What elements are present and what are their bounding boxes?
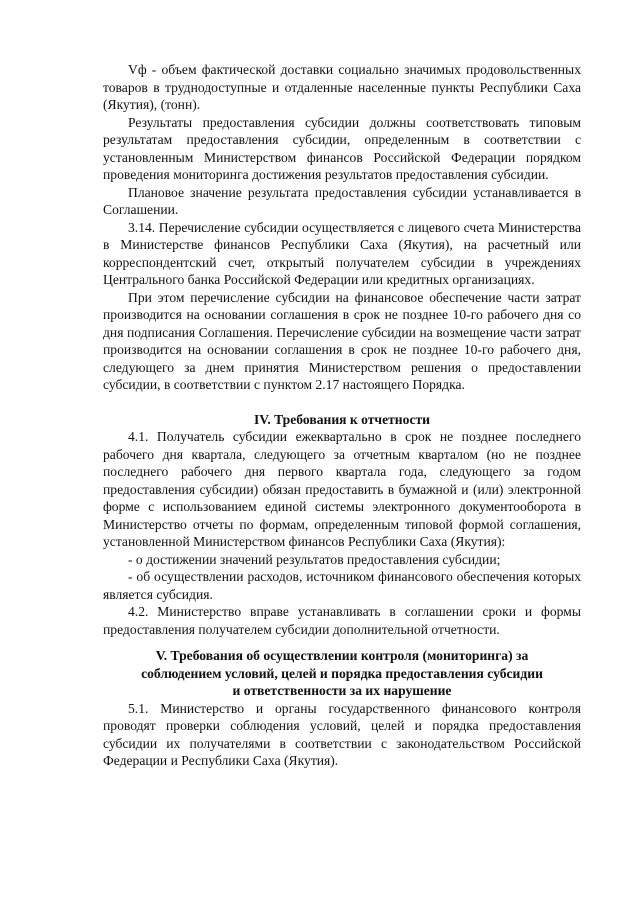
paragraph-planned-value: Плановое значение результата предоставления субсидии устанавливается в Соглашении. xyxy=(103,184,581,217)
paragraph-3-14: 3.14. Перечисление субсидии осуществляется с лицевого счета Министерства в Министерстве финансов Республики Саха (Якутия), на расчетный или корреспондентский счет, открытый получателем субсидии в учреждениях Центрального банка Российской Федерации или кредитных организациях. xyxy=(103,219,581,287)
section-4-heading: IV. Требования к отчетности xyxy=(253,411,430,427)
section-5-heading-line-2: соблюдением условий, целей и порядка предоставления субсидии xyxy=(141,665,543,681)
paragraph-results-requirement: Результаты предоставления субсидии должны соответствовать типовым результатам предоставления субсидии, определенным в соответствии с установленным Министерством финансов Российской Федерации порядком проведения мониторинга достижения результатов предоставления субсидии. xyxy=(103,114,581,182)
list-item-results: - о достижении значений результатов предоставления субсидии; xyxy=(128,551,501,567)
paragraph-5-1: 5.1. Министерство и органы государственного финансового контроля проводят проверки соблюдения условий, целей и порядка предоставления субсидии их получателями в соответствии с законодательством Российской Федерации и Республики Саха (Якутия). xyxy=(103,700,581,768)
section-5-heading-line-1: V. Требования об осуществлении контроля (мониторинга) за xyxy=(155,648,529,663)
paragraph-4-2: 4.2. Министерство вправе устанавливать в соглашении сроки и формы предоставления получателем субсидии дополнительной отчетности. xyxy=(103,604,581,637)
paragraph-transfer-terms: При этом перечисление субсидии на финансовое обеспечение части затрат производится на основании соглашения в срок не позднее 10-го рабочего дня со дня подписания Соглашения. Перечисление субсидии на возмещение части затрат производится на основании соглашения в срок не позднее 10-го рабочего дня, следующего за днем принятия Министерством решения о предоставлении субсидии, в соответствии с пунктом 2.17 настоящего Порядка. xyxy=(103,289,581,392)
section-5-heading-line-3: и ответственности за их нарушение xyxy=(232,683,452,698)
paragraph-4-1: 4.1. Получатель субсидии ежеквартально в срок не позднее последнего рабочего дня квартала, следующего за отчетным кварталом (но не позднее последнего рабочего дня первого квартала года, следующего за годом предоставления субсидии) обязан предоставить в бумажной и (или) электронной форме с использованием единой системы электронного документооборота в Министерство отчеты по формам, определенным типовой формой соглашения, установленной Министерством финансов Республики Саха (Якутия): xyxy=(103,429,581,549)
paragraph-vf-definition: Vф - объем фактической доставки социально значимых продовольственных товаров в труднодоступные и отдаленные населенные пункты Республики Саха (Якутия), (тонн). xyxy=(103,62,581,112)
list-item-expenses: - об осуществлении расходов, источником финансового обеспечения которых является субсидия. xyxy=(103,569,581,602)
